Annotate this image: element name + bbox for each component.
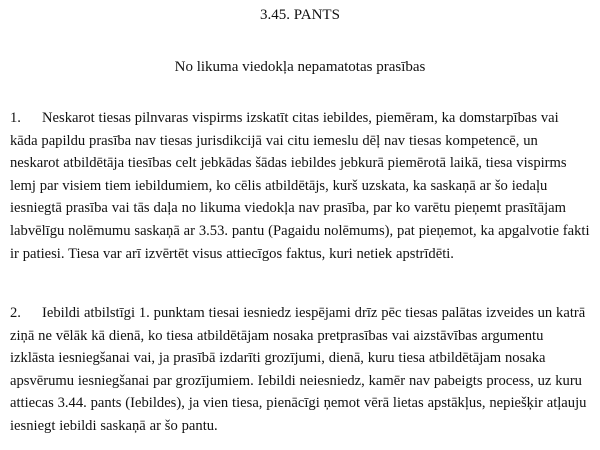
- paragraph-1-number: 1.: [10, 110, 21, 126]
- paragraph-2: [10, 302, 590, 438]
- paragraph-2-number: 2.: [10, 305, 21, 321]
- article-title: 3.45. PANTS: [260, 7, 340, 23]
- paragraph-1: [10, 107, 590, 265]
- paragraph-2-text: Iebildi atbilstīgi 1. punktam tiesai iesniedz iespējami drīz pēc tiesas palātas izveides un katrā ziņā ne vēlāk kā dienā, ko tiesa atbildētājam nosaka pretprasības vai aizstāvības argumentu izklāsta iesniegšanai vai, ja prasībā izdarīti grozījumi, dienā, kuru tiesa atbildētājam nosaka apsvērumu iesniegšanai par grozījumiem. Iebildi neiesniedz, kamēr nav pabeigts process, uz kuru attiecas 3.44. pants (Iebildes), ja vien tiesa, pienācīgi ņemot vērā lietas apstākļus, nepiešķir atļauju iesniegt iebildi saskaņā ar šo pantu.: [10, 305, 587, 434]
- paragraph-1-text: Neskarot tiesas pilnvaras vispirms izskatīt citas iebildes, piemēram, ka domstarpības vai kāda papildu prasība nav tiesas jurisdikcijā vai citu iemeslu dēļ nav tiesas kompetencē, un neskarot atbildētāja tiesības celt jebkādas šādas iebildes jebkurā piemērotā laikā, tiesa vispirms lemj par visiem tiem iebildumiem, ko cēlis atbildētājs, kurš uzskata, ka saskaņā ar šo iedaļu iesniegtā prasība vai tās daļa no likuma viedokļa nav prasība, par ko varētu pieņemt prasītājam labvēlīgu nolēmumu saskaņā ar 3.53. pantu (Pagaidu nolēmums), pat pieņemot, ka apgalvotie fakti ir patiesi. Tiesa var arī izvērtēt visus attiecīgos faktus, kuri netiek apstrīdēti.: [10, 110, 590, 262]
- article-subtitle: No likuma viedokļa nepamatotas prasības: [174, 59, 426, 75]
